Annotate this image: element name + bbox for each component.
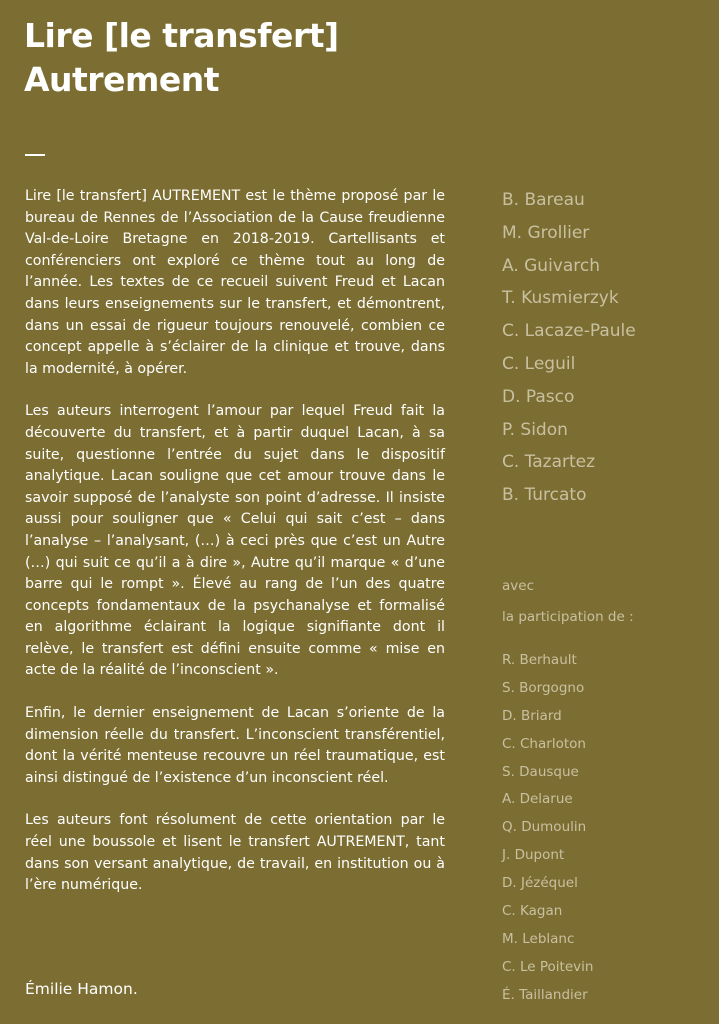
participation-label: la participation de :: [502, 609, 634, 625]
author-name: P. Sidon: [502, 419, 568, 440]
author-name: T. Kusmierzyk: [502, 288, 619, 309]
title-line-1: Lire [le transfert]: [24, 16, 339, 55]
participant-name: S. Dausque: [502, 763, 579, 780]
author-name: C. Leguil: [502, 353, 576, 374]
participant-name: É. Taillandier: [502, 986, 588, 1003]
authors-list: [502, 186, 636, 514]
participant-name: A. Delarue: [502, 791, 573, 808]
paragraph-3: Enfin, le dernier enseignement de Lacan s’oriente de la dimension réelle du transfert. L’inconscient transférentiel, dont la vérité menteuse recouvre un réel traumatique, est ainsi distingué de l’existence d’un inconscient réel.: [25, 705, 445, 786]
author-name: C. Lacaze-Paule: [502, 321, 636, 342]
body-text: [25, 186, 445, 918]
paragraph-2: Les auteurs interrogent l’amour par lequel Freud fait la découverte du transfert, et à partir duquel Lacan, à sa suite, questionne l’entrée du sujet dans le dispositif analytique. Lacan souligne que cet amour trouve dans le savoir supposé de l’analyste son point d’adresse. Il insiste aussi pour souligner que « Celui qui sait c’est – dans l’analyse – l’analysant, (…) à ceci près que c’est un Autre (…) qui suit ce qu’il a à dire », Autre qu’il marque « d’une barre qui le rompt ». Élevé au rang de l’un des quatre concepts fondamentaux de la psychanalyse et formalisé en algorithme éclairant la logique signifiante dont il relève, le transfert est défini ensuite comme « mise en acte de la réalité de l’inconscient ».: [25, 403, 445, 679]
participant-name: S. Borgogno: [502, 679, 585, 696]
participants-list: [502, 648, 593, 1011]
author-name: D. Pasco: [502, 386, 575, 407]
author-name: C. Tazartez: [502, 452, 596, 473]
title-line-2: Autrement: [24, 60, 219, 99]
participant-name: Q. Dumoulin: [502, 819, 587, 836]
participation-heading: [502, 571, 634, 633]
avec-label: avec: [502, 578, 534, 594]
participant-name: C. Charloton: [502, 735, 586, 752]
participant-name: R. Berhault: [502, 652, 577, 668]
participant-name: J. Dupont: [502, 847, 565, 864]
title-divider: [25, 154, 45, 156]
paragraph-1: Lire [le transfert] AUTREMENT est le thème proposé par le bureau de Rennes de l’Association de la Cause freudienne Val-de-Loire Bretagne en 2018-2019. Cartellisants et conférenciers ont exploré ce thème tout au long de l’année. Les textes de ce recueil suivent Freud et Lacan dans leurs enseignements sur le transfert, et démontrent, dans un essai de rigueur toujours renouvelé, combien ce concept appelle à s’éclairer de la clinique et trouve, dans la modernité, à opérer.: [25, 188, 445, 377]
participant-name: D. Briard: [502, 707, 562, 724]
author-name: B. Turcato: [502, 485, 587, 506]
participant-name: D. Jézéquel: [502, 875, 578, 892]
participant-name: M. Leblanc: [502, 930, 575, 947]
participant-name: C. Le Poitevin: [502, 958, 594, 975]
page-title: [24, 14, 339, 102]
paragraph-4: Les auteurs font résolument de cette orientation par le réel une boussole et lisent le transfert AUTREMENT, tant dans son versant analytique, de travail, en institution ou à l’ère numérique.: [25, 812, 445, 894]
participant-name: C. Kagan: [502, 903, 563, 920]
author-name: B. Bareau: [502, 190, 585, 210]
signature: Émilie Hamon.: [25, 980, 138, 998]
author-name: M. Grollier: [502, 222, 590, 243]
author-name: A. Guivarch: [502, 255, 601, 276]
